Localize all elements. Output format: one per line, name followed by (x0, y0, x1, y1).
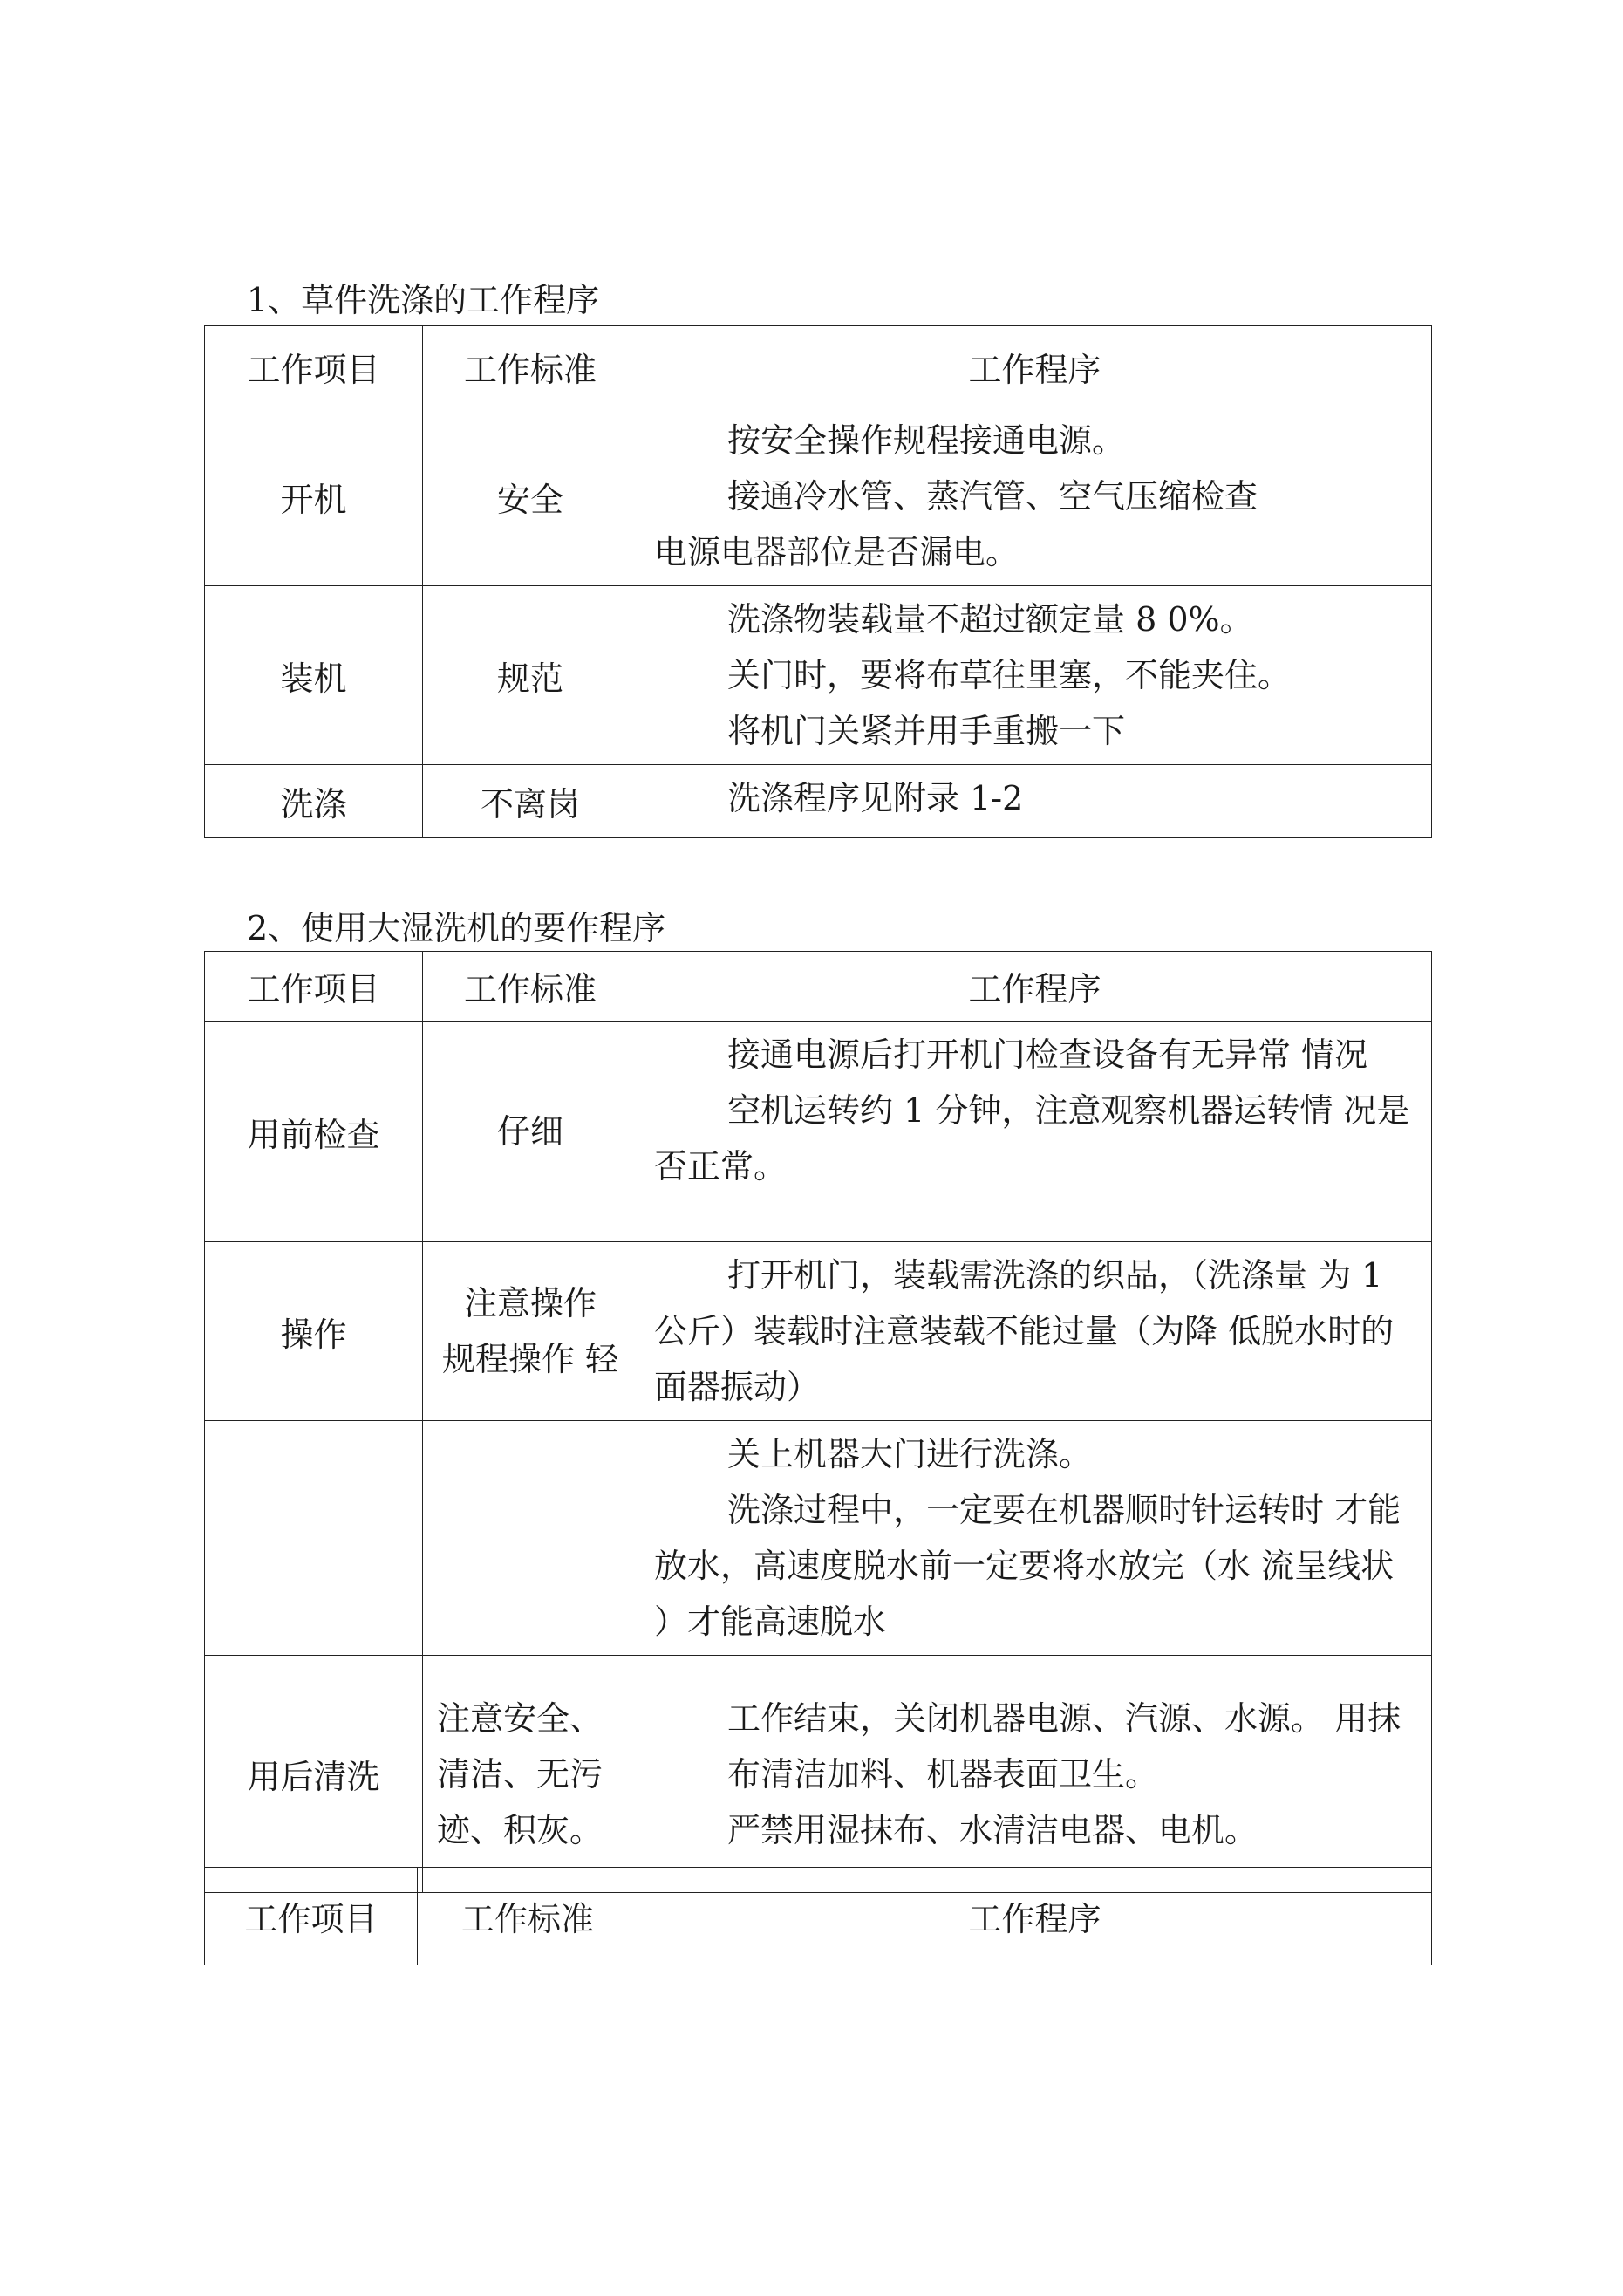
procedure-line: ）才能高速脱水 (654, 1602, 887, 1641)
section2-table (204, 951, 1432, 1893)
row-item: 洗涤 (205, 765, 423, 838)
standard-line: 仔细 (496, 1112, 563, 1151)
procedure-line: 公斤）装载时注意装载不能过量（为降 低脱水时的 (654, 1312, 1395, 1350)
procedure-line: 接通电源后打开机门检查设备有无异常 情况 (727, 1035, 1368, 1074)
header-work-standard: 工作标准 (423, 952, 638, 1022)
row-item: 用前检查 (205, 1022, 423, 1242)
header-work-procedure: 工作程序 (638, 1868, 1432, 1965)
procedure-line: 接通冷水管、蒸汽管、空气压缩检查 (727, 477, 1258, 516)
row-item (205, 1421, 423, 1656)
row-standard (423, 1022, 638, 1242)
procedure-line: 电源电器部位是否漏电。 (654, 533, 1019, 571)
header-work-item: 工作项目 (205, 952, 423, 1022)
row-item: 开机 (205, 407, 423, 586)
row-item: 装机 (205, 586, 423, 765)
procedure-line: 布清洁加料、机器表面卫生。 (727, 1754, 1159, 1794)
procedure-line: 关上机器大门进行洗涤。 (727, 1435, 1093, 1473)
row-standard (423, 1656, 638, 1893)
standard-line: 迹、积灰。 (437, 1810, 604, 1849)
table-row (205, 1656, 1432, 1893)
section2-heading: 2、使用大湿洗机的要作程序 (247, 909, 666, 947)
row-procedure (638, 765, 1432, 838)
table-header-row (205, 952, 1432, 1022)
procedure-line: 关门时，要将布草往里塞，不能夹住。 (727, 656, 1292, 694)
section1-heading: 1、草件洗涤的工作程序 (247, 281, 600, 319)
row-standard: 安全 (423, 407, 638, 586)
procedure-line: 洗涤过程中，一定要在机器顺时针运转时 才能 (727, 1491, 1401, 1529)
row-procedure (638, 407, 1432, 586)
procedure-line: 洗涤物装载量不超过额定量 8 0%。 (727, 600, 1253, 639)
section3-table (204, 1867, 1432, 1965)
procedure-line: 否正常。 (654, 1147, 788, 1186)
standard-line: 注意操作 (463, 1284, 597, 1322)
standard-line: 注意安全、 (437, 1698, 604, 1738)
row-item: 用后清洗 (205, 1656, 423, 1893)
table-row (205, 1022, 1432, 1242)
row-procedure (638, 586, 1432, 765)
procedure-line: 按安全操作规程接通电源。 (727, 421, 1126, 460)
procedure-line: 面器振动） (654, 1368, 821, 1406)
row-procedure (638, 1421, 1432, 1656)
procedure-line: 将机门关紧并用手重搬一下 (727, 712, 1126, 750)
standard-line: 规程操作 轻 (441, 1340, 619, 1378)
table-row (205, 1242, 1432, 1421)
procedure-line: 空机运转约 1 分钟，注意观察机器运转情 况是 (727, 1091, 1410, 1130)
row-procedure (638, 1022, 1432, 1242)
procedure-line: 放水，高速度脱水前一定要将水放完（水 流呈线状 (654, 1547, 1395, 1585)
procedure-line: 工作结束，关闭机器电源、汽源、水源。 用抹 (727, 1698, 1401, 1738)
standard-line: 清洁、无污 (437, 1754, 604, 1794)
procedure-line: 严禁用湿抹布、水清洁电器、电机。 (727, 1810, 1258, 1849)
row-standard: 不离岗 (423, 765, 638, 838)
header-work-procedure: 工作程序 (638, 952, 1432, 1022)
row-standard (423, 1421, 638, 1656)
procedure-line: 洗涤程序见附录 1-2 (727, 779, 1024, 817)
table-row (205, 407, 1432, 586)
procedure-line: 打开机门，装载需洗涤的织品，（洗涤量 为 1 (727, 1256, 1383, 1295)
table-row (205, 765, 1432, 838)
row-procedure (638, 1656, 1432, 1893)
header-work-standard: 工作标准 (418, 1868, 638, 1965)
table-row (205, 586, 1432, 765)
row-standard (423, 1242, 638, 1421)
row-procedure (638, 1242, 1432, 1421)
table-header-row (205, 326, 1432, 407)
table-header-row (205, 1868, 1432, 1965)
header-work-standard: 工作标准 (423, 326, 638, 407)
table-row (205, 1421, 1432, 1656)
header-work-procedure: 工作程序 (638, 326, 1432, 407)
row-standard: 规范 (423, 586, 638, 765)
row-item: 操作 (205, 1242, 423, 1421)
section1-table (204, 325, 1432, 838)
header-work-item: 工作项目 (205, 1868, 418, 1965)
header-work-item: 工作项目 (205, 326, 423, 407)
